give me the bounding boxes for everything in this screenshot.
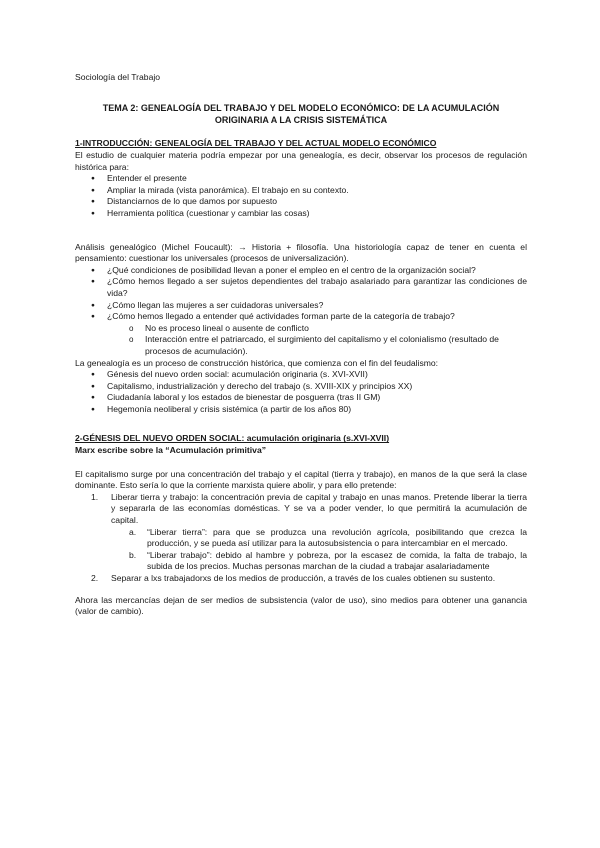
list-item: o Interacción entre el patriarcado, el surgimiento del capitalismo y el colonialismo (resultado de procesos de acumulación).	[75, 334, 527, 357]
purpose-list	[75, 173, 527, 219]
list-item: ● Ampliar la mirada (vista panorámica). El trabajo en su contexto.	[75, 185, 527, 197]
list-item: ● ¿Cómo hemos llegado a ser sujetos dependientes del trabajo asalariado para garantizar las condiciones de vida?	[75, 276, 527, 299]
list-item	[111, 527, 527, 550]
list-item: ● ¿Cómo hemos llegado a entender qué actividades forman parte de la categoría de trabajo?	[75, 311, 527, 323]
list-item: ● Génesis del nuevo orden social: acumulación originaria (s. XVI-XVII)	[75, 369, 527, 381]
list-marker: a.	[129, 526, 137, 537]
list-item: ● Entender el presente	[75, 173, 527, 185]
document-page	[75, 72, 527, 618]
section-2-intro: El capitalismo surge por una concentración del trabajo y el capital (tierra y trabajo), en manos de la que será la clase dominante. Esto sería lo que la corriente marxista quiere abolir, y para ello pretende:	[75, 468, 527, 491]
closing-paragraph: Ahora las mercancías dejan de ser medios de subsistencia (valor de uso), sino medios para obtener una ganancia (valor de cambio).	[75, 594, 527, 617]
document-subject: Sociología del Trabajo	[75, 72, 161, 82]
list-item-text: “Liberar trabajo”: debido al hambre y pobreza, por la escasez de comida, la falta de trabajo, la subida de los precios. Muchas personas marchan de la ciudad a trabajar asalariadamente	[147, 549, 527, 572]
list-item: ● Distanciarnos de lo que damos por supuesto	[75, 196, 527, 208]
list-item: ● Capitalismo, industrialización y derecho del trabajo (s. XVIII-XIX y principios XX)	[75, 381, 527, 393]
list-marker: 1.	[91, 491, 99, 502]
section-1-intro: El estudio de cualquier materia podría empezar por una genealogía, es decir, observar los procesos de regulación histórica para:	[75, 150, 527, 172]
questions-list	[75, 265, 527, 323]
aims-list	[75, 492, 527, 585]
list-marker: 2.	[91, 573, 99, 583]
subpoints-list	[75, 323, 527, 358]
genealogy-paragraph: La genealogía es un proceso de construcción histórica, que comienza con el fin del feudalismo:	[75, 357, 439, 368]
list-item: ● Hegemonía neoliberal y crisis sistémica (a partir de los años 80)	[75, 404, 527, 416]
periods-list	[75, 369, 527, 415]
list-item: ● ¿Cómo llegan las mujeres a ser cuidadoras universales?	[75, 300, 527, 312]
genealogical-analysis-paragraph: Análisis genealógico (Michel Foucault): → Historia + filosofía. Una historiología capaz de tener en cuenta el pensamiento: cuestionar los universales (procesos de universalización).	[75, 241, 527, 264]
list-item: o No es proceso lineal o ausente de conflicto	[75, 323, 527, 335]
document-title: TEMA 2: GENEALOGÍA DEL TRABAJO Y DEL MODELO ECONÓMICO: DE LA ACUMULACIÓN ORIGINARIA A LA CRISIS SISTEMÁTICA	[102, 102, 500, 125]
section-1-heading: 1-INTRODUCCIÓN: GENEALOGÍA DEL TRABAJO Y DEL ACTUAL MODELO ECONÓMICO	[75, 138, 437, 149]
list-item: ● ¿Qué condiciones de posibilidad llevan a poner el empleo en el centro de la organización social?	[75, 265, 527, 277]
list-item	[75, 492, 527, 573]
list-item	[75, 573, 527, 585]
list-item-text: “Liberar tierra”: para que se produzca una revolución agrícola, posibilitando que crezca la producción, y se pueda así utilizar para la autosubsistencia o para intercambiar en el mercado.	[147, 526, 527, 549]
section-2-heading: 2-GÉNESIS DEL NUEVO ORDEN SOCIAL: acumulación originaria (s.XVI-XVII)	[75, 433, 390, 444]
list-item: ● Ciudadanía laboral y los estados de bienestar de posguerra (tras II GM)	[75, 392, 527, 404]
list-item-text: Separar a lxs trabajadorxs de los medios de producción, a través de los cuales obtienen su sustento.	[111, 573, 496, 583]
list-item	[111, 550, 527, 573]
section-2-subheading: Marx escribe sobre la “Acumulación primitiva”	[75, 445, 267, 456]
list-item-text: Liberar tierra y trabajo: la concentración previa de capital y trabajo en unas manos. Pretende liberar la tierra y separarla de las economías domésticas. Y se va a poder vender, lo que permitirá la acumulación de capital.	[111, 491, 527, 526]
sub-list	[111, 527, 527, 573]
list-item: ● Herramienta política (cuestionar y cambiar las cosas)	[75, 208, 527, 220]
list-marker: b.	[129, 549, 137, 560]
